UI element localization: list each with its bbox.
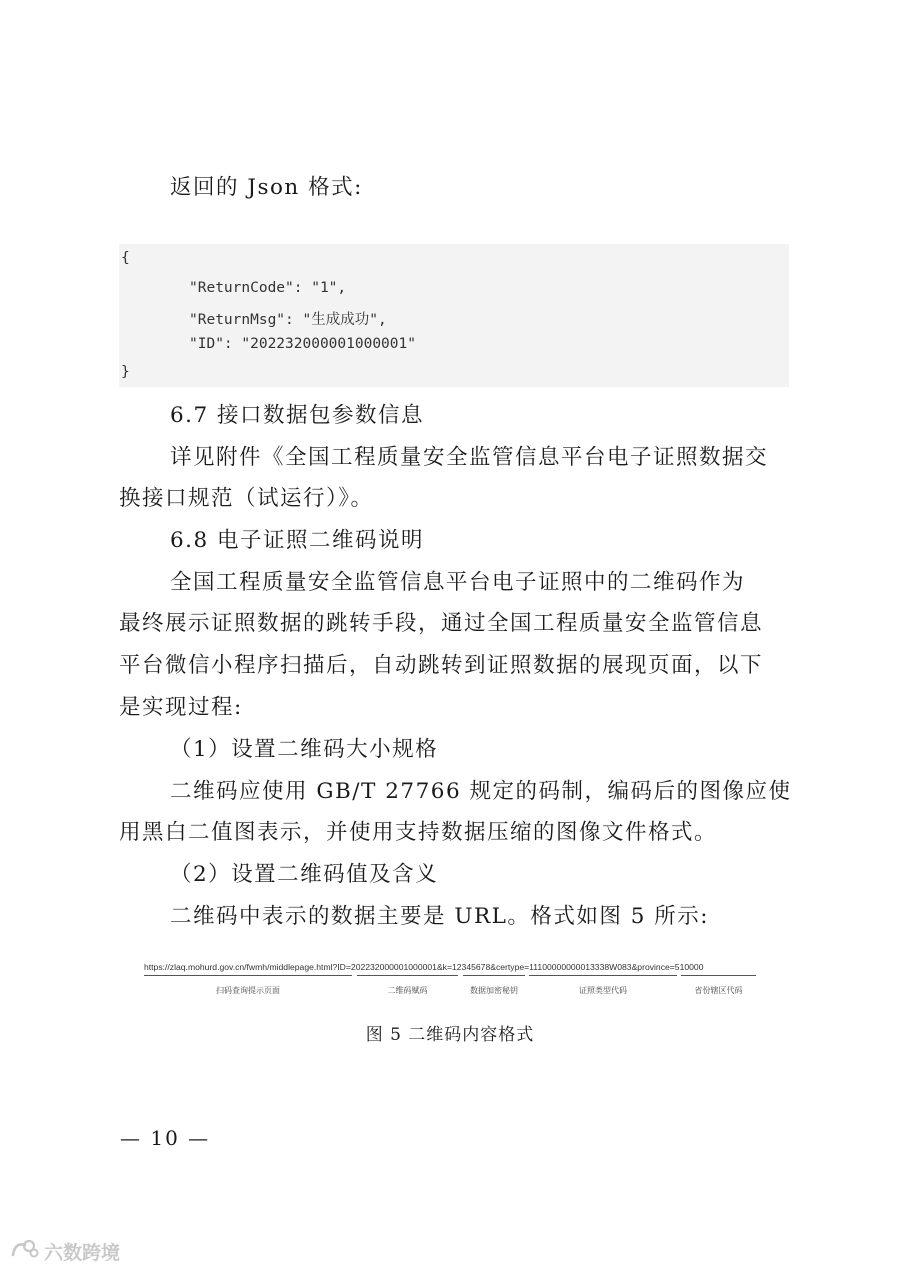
section-6-8-text-line-3: 平台微信小程序扫描后，自动跳转到证照数据的展现页面，以下	[119, 653, 764, 678]
watermark	[10, 1238, 120, 1265]
figure-segment-line-5	[681, 975, 756, 976]
code-line-returnmsg: "ReturnMsg": "生成成功",	[189, 312, 387, 328]
section-6-7-text-line-1: 详见附件《全国工程质量安全监管信息平台电子证照数据交	[170, 445, 769, 470]
section-6-7-text-line-2: 换接口规范（试运行）》。	[119, 486, 374, 511]
watermark-logo-icon	[10, 1238, 40, 1265]
figure-label-province: 省份辖区代码	[694, 986, 743, 995]
page-number: — 10 —	[120, 1126, 211, 1150]
figure-segment-line-1	[144, 975, 352, 976]
section-6-8-text-line-2: 最终展示证照数据的跳转手段，通过全国工程质量安全监管信息	[119, 611, 764, 636]
figure-label-encryption-key: 数据加密秘钥	[470, 986, 518, 995]
subsection-1-heading: （1）设置二维码大小规格	[170, 737, 439, 762]
figure-caption: 图 5 二维码内容格式	[365, 1025, 535, 1045]
code-open-brace: {	[121, 250, 130, 266]
figure-segment-line-3	[463, 975, 525, 976]
figure-label-cert-type: 证照类型代码	[579, 986, 627, 995]
figure-segment-line-4	[529, 975, 677, 976]
section-6-8-text-line-4: 是实现过程:	[119, 695, 243, 720]
subsection-1-text-line-1: 二维码应使用 GB/T 27766 规定的码制，编码后的图像应使	[170, 779, 792, 804]
watermark-text: 六数跨境	[44, 1242, 121, 1264]
subsection-2-text-line-1: 二维码中表示的数据主要是 URL。格式如图 5 所示:	[170, 904, 710, 929]
section-6-8-text-line-1: 全国工程质量安全监管信息平台电子证照中的二维码作为	[170, 570, 746, 595]
code-line-id: "ID": "202232000001000001"	[189, 336, 416, 352]
subsection-1-text-line-2: 用黑白二值图表示，并使用支持数据压缩的图像文件格式。	[119, 820, 718, 845]
code-line-returncode: "ReturnCode": "1",	[189, 280, 347, 296]
json-code-block	[119, 244, 789, 387]
figure-label-qr-code: 二维码赋码	[387, 986, 428, 995]
section-6-7-heading: 6.7 接口数据包参数信息	[170, 403, 425, 428]
json-intro-text: 返回的 Json 格式:	[170, 175, 363, 200]
section-6-8-heading: 6.8 电子证照二维码说明	[170, 528, 425, 553]
figure-label-scan-page: 扫码查询提示页面	[216, 986, 280, 995]
subsection-2-heading: （2）设置二维码值及含义	[170, 862, 439, 887]
figure-url-text: https://zlaq.mohurd.gov.cn/fwmh/middlepage.html?ID=202232000001000001&k=12345678&certype=11100000000013338W083&province=510000	[144, 962, 704, 972]
figure-segment-line-2	[357, 975, 458, 976]
code-close-brace: }	[121, 364, 130, 380]
